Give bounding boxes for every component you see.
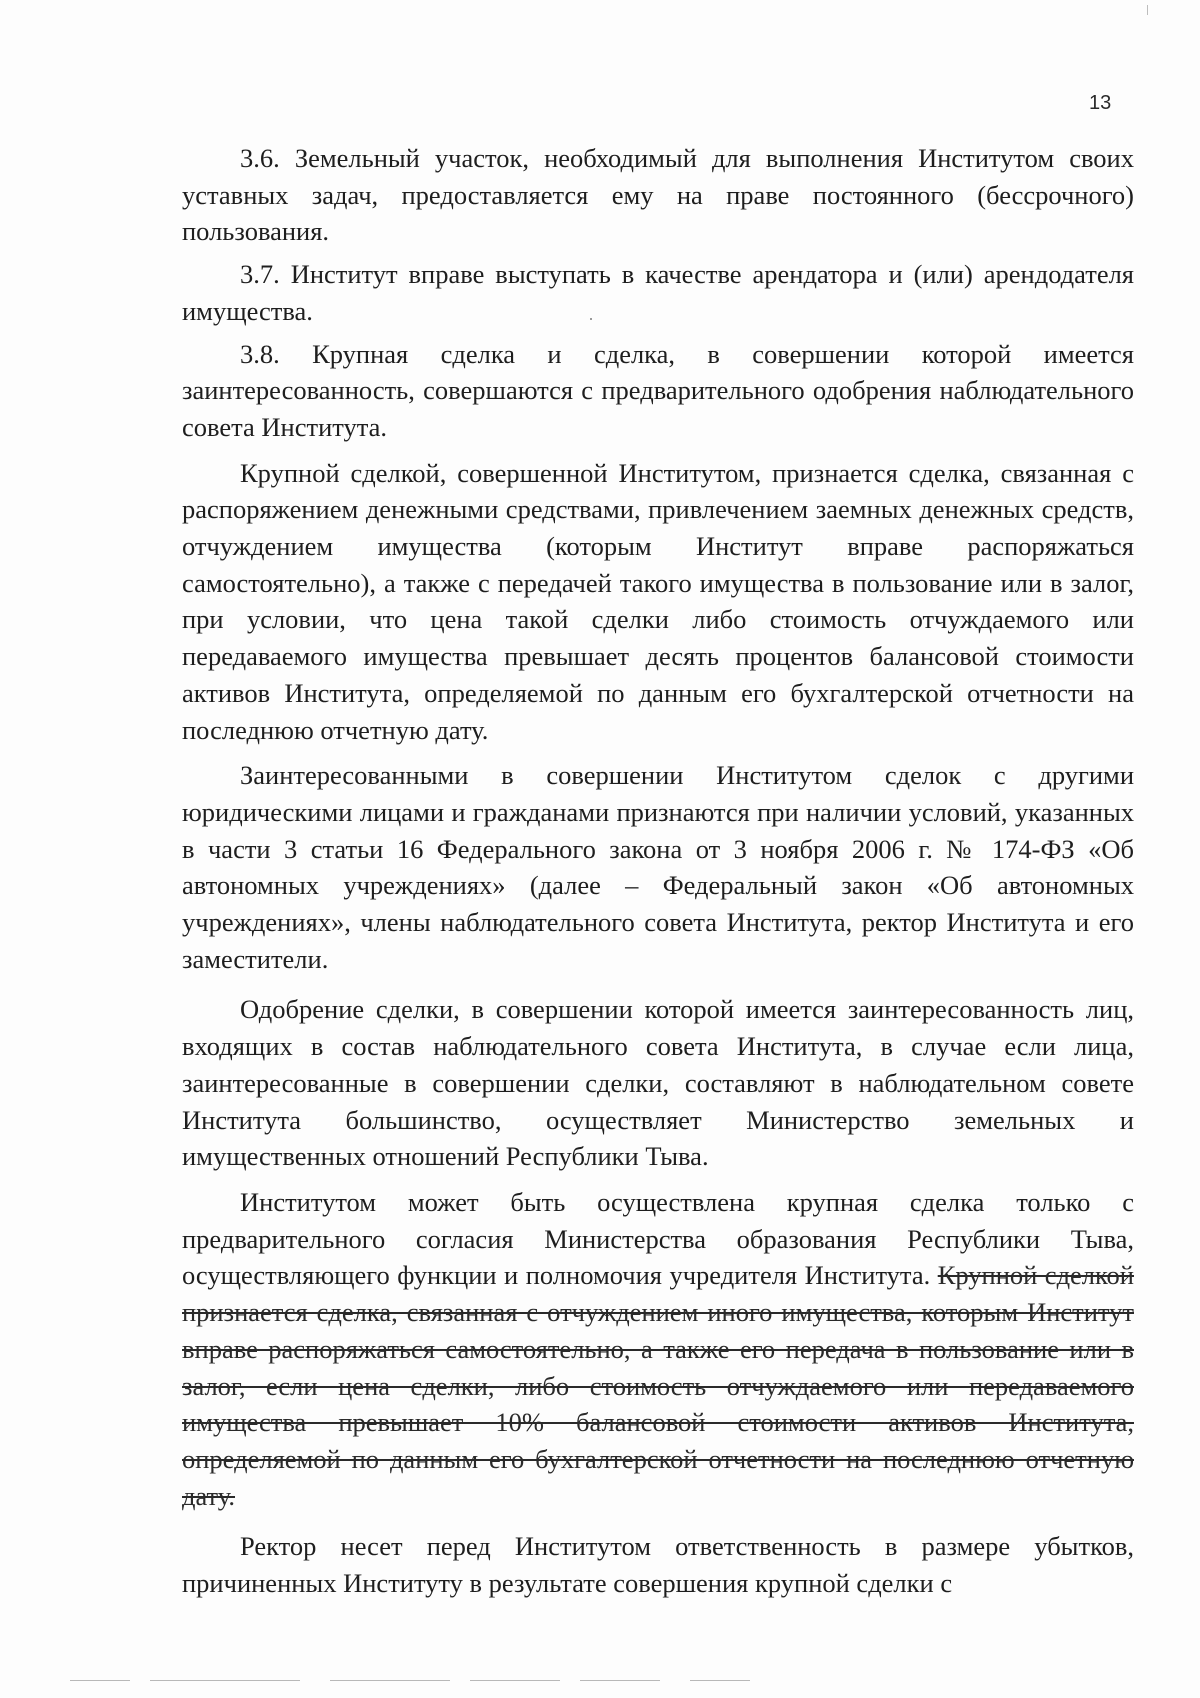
page-number: 13 [1089, 92, 1112, 114]
paragraph-approval: Одобрение сделки, в совершении которой имеется заинтересованность лиц, входящих в состав наблюдательного совета Института, в случае если лица, заинтересованные в совершении сделки, составляют в наблюдательном совете Института большинство, осуществляет Министерство земельных и имущественных отношений Республики Тыва. [182, 994, 1134, 1172]
paragraph-3-7: 3.7. Институт вправе выступать в качестве арендатора и (или) арендодателя имущества. [182, 259, 1134, 326]
scan-artifact-mark [1147, 5, 1148, 15]
scan-artifact-line [580, 1680, 660, 1681]
paragraph-interested-parties: Заинтересованными в совершении Институтом сделок с другими юридическими лицами и гражданами признаются при наличии условий, указанных в части 3 статьи 16 Федерального закона от 3 ноября 2006 г. № 174-ФЗ «Об автономных учреждениях» (далее – Федеральный закон «Об автономных учреждениях», члены наблюдательного совета Института, ректор Института и его заместители. [182, 760, 1134, 974]
paragraph-prior-consent [182, 1184, 1134, 1514]
document-body [182, 140, 1134, 1602]
scan-artifact-line [70, 1680, 130, 1681]
paragraph-large-deal-definition: Крупной сделкой, совершенной Институтом, признается сделка, связанная с распоряжением денежными средствами, привлечением заемных денежных средств, отчуждением имущества (которым Институт вправе распоряжаться самостоятельно), а также с передачей такого имущества в пользование или в залог, при условии, что цена такой сделки либо стоимость отчуждаемого или передаваемого имущества превышает десять процентов балансовой стоимости активов Института, определяемой по данным его бухгалтерской отчетности на последнюю отчетную дату. [182, 457, 1134, 745]
paragraph-3-8: 3.8. Крупная сделка и сделка, в совершении которой имеется заинтересованность, совершаются с предварительного одобрения наблюдательного совета Института. [182, 338, 1134, 442]
consent-text: Институтом может быть осуществлена крупная сделка только с предварительного согласия Министерства образования Республики Тыва, осуществляющего функции и полномочия учредителя Института. [182, 1186, 1134, 1291]
scan-artifact-line [330, 1680, 450, 1681]
scan-bottom-artifacts [0, 1680, 1200, 1688]
struck-out-text: Крупной сделкой признается сделка, связанная с отчуждением иного имущества, которым Институт вправе распоряжаться самостоятельно, а также его передача в пользование или в залог, если цена сделки, либо стоимость отчуждаемого или передаваемого имущества превышает 10% балансовой стоимости активов Института, определяемой по данным его бухгалтерской отчетности на последнюю отчетную дату. [182, 1260, 1134, 1511]
scan-artifact-line [470, 1680, 560, 1681]
paragraph-3-6: 3.6. Земельный участок, необходимый для выполнения Институтом своих уставных задач, предоставляется ему на праве постоянного (бессрочного) пользования. [182, 143, 1134, 247]
scan-artifact-line [690, 1680, 750, 1681]
paragraph-rector-liability: Ректор несет перед Институтом ответственность в размере убытков, причиненных Институту в результате совершения крупной сделки с [182, 1531, 1134, 1599]
scan-artifact-line [150, 1680, 300, 1681]
